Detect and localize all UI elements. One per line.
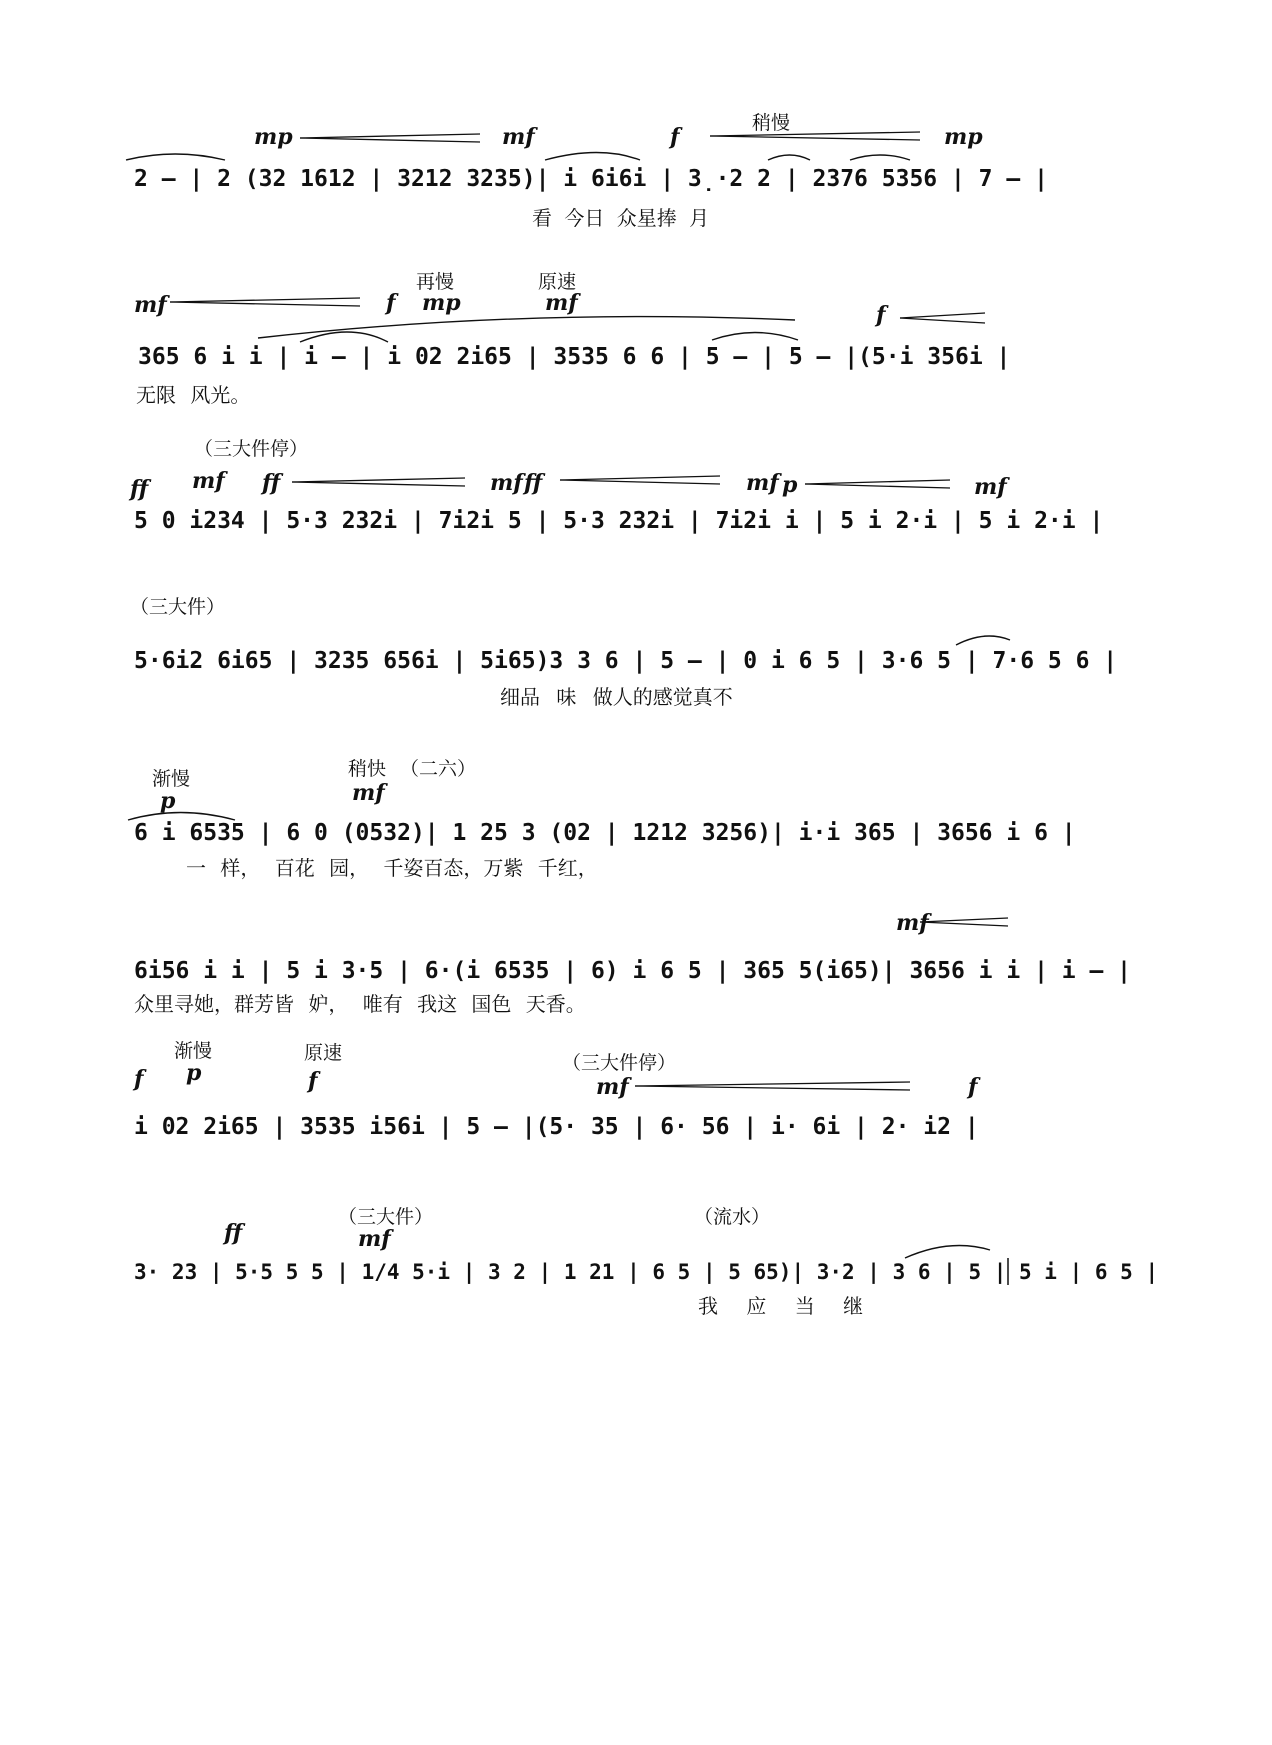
lyrics-line: 无限 风光。 [136,383,251,407]
notation-line: 5 0 i234 | 5·3 232i | 7i2i 5 | 5·3 232i | 7i2i i | 5 i 2·i | 5 i 2·i | [134,508,1104,534]
notation-line: 2 – | 2 (32 1612 | 3212 3235)| i 6i6i | 3̣·2 2 | 2376 5356 | 7 – | [134,166,1048,192]
dynamic-mark: mf [502,124,535,150]
tempo-marking: 原速 [304,1042,343,1064]
lyrics-line: 众里寻她，群芳皆 妒， 唯有 我这 国色 天香。 [134,992,586,1016]
dynamic-mark: f [670,124,680,150]
dynamic-mark: ff [262,470,281,496]
dynamic-mark: mp [254,124,293,150]
dynamic-mark: mf [746,470,779,496]
notation-line: i 02 2i65 | 3535 i56i | 5 – |(5· 35 | 6· 56 | i· 6i | 2· i2 | [134,1114,979,1140]
dynamic-mark: mf [974,474,1007,500]
tempo-marking: 渐慢 [152,768,191,790]
tempo-marking: 稍快 [348,758,387,780]
dynamic-mark: ff [130,476,149,502]
dynamic-mark: mp [422,290,461,316]
performance-marking: （三大件） [338,1206,434,1228]
dynamic-mark: mf [896,910,929,936]
dynamic-mark: mf [490,470,523,496]
performance-marking: （三大件停） [562,1052,677,1074]
tempo-marking: （流水） [694,1206,771,1228]
tempo-marking: 渐慢 [174,1040,213,1062]
tempo-marking: 稍慢 [752,112,791,134]
dynamic-mark: f [308,1068,318,1094]
notation-line: 365 6 i i | i – | i 02 2i65 | 3535 6 6 | 5 – | 5 – |(5·i 356i | [138,344,1011,370]
dynamic-mark: ff [524,470,543,496]
lyrics-line: 细品 味 做人的感觉真不 [500,685,733,709]
notation-line: 3· 23 | 5·5 5 5 | 1/4 5·i | 3 2 | 1 21 | 6 5 | 5 65)| 3·2 | 3 6 | 5 | 5 i | 6 5 | [134,1260,1159,1284]
dynamic-mark: mf [352,780,385,806]
dynamic-mark: mf [596,1074,629,1100]
lyrics-line: 我 应 当 继 [698,1294,864,1318]
dynamic-mark: p [782,472,798,498]
dynamic-mark: mf [358,1226,391,1252]
lyrics-line: 一 样， 百花 园， 千姿百态，万紫 千红， [186,856,598,880]
notation-line: 6 i 6535 | 6 0 (0532)| 1 25 3 (02 | 1212 3256)| i·i 365 | 3656 i 6 | [134,820,1076,846]
dynamic-mark: p [186,1060,202,1086]
dynamic-mark: ff [224,1220,243,1246]
notation-line: 5·6i2 6i65 | 3235 656i | 5i65)3 3 6 | 5 – | 0 i 6 5 | 3·6 5 | 7·6 5 6 | [134,648,1118,674]
dynamic-mark: f [386,290,396,316]
tempo-marking: 再慢 [416,271,455,293]
dynamic-mark: f [134,1066,144,1092]
dynamic-mark: mp [944,124,983,150]
dynamic-mark: mf [192,468,225,494]
tempo-marking: （二六） [400,758,477,780]
tempo-marking: 原速 [538,271,577,293]
dynamic-mark: f [968,1074,978,1100]
dynamic-mark: mf [134,292,167,318]
notation-line: 6i56 i i | 5 i 3·5 | 6·(i 6535 | 6) i 6 5 | 365 5(i65)| 3656 i i | i – | [134,958,1131,984]
performance-marking: （三大件） [130,596,226,618]
dynamic-mark: p [160,788,176,814]
performance-marking: （三大件停） [194,438,309,460]
dynamic-mark: f [876,302,886,328]
lyrics-line: 看 今日 众星捧 月 [532,206,710,230]
dynamic-mark: mf [545,290,578,316]
